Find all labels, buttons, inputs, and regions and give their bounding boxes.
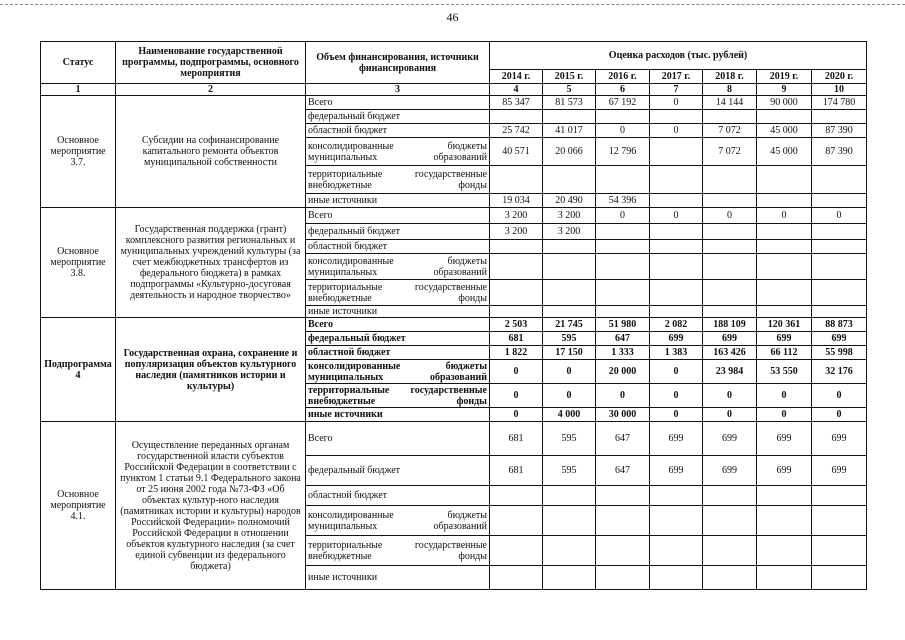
value-cell — [490, 536, 543, 566]
value-cell: 87 390 — [812, 138, 867, 166]
value-cell: 81 573 — [543, 96, 596, 110]
header-year: 2015 г. — [543, 70, 596, 84]
value-cell: 647 — [596, 332, 650, 346]
funding-source: территориальные государственные внебюджетные фонды — [306, 384, 490, 408]
value-cell — [596, 306, 650, 318]
value-cell: 21 745 — [543, 318, 596, 332]
funding-source: иные источники — [306, 566, 490, 590]
value-cell — [596, 110, 650, 124]
column-number: 2 — [116, 84, 306, 96]
value-cell — [650, 536, 703, 566]
funding-source: федеральный бюджет — [306, 224, 490, 240]
value-cell — [543, 280, 596, 306]
value-cell — [650, 166, 703, 194]
value-cell: 0 — [596, 208, 650, 224]
column-number: 7 — [650, 84, 703, 96]
value-cell: 699 — [812, 422, 867, 456]
value-cell — [757, 224, 812, 240]
table-row — [41, 318, 867, 332]
value-cell — [703, 254, 757, 280]
value-cell — [650, 506, 703, 536]
value-cell — [757, 486, 812, 506]
section-status: Основное мероприятие 3.8. — [41, 208, 116, 318]
value-cell — [703, 486, 757, 506]
value-cell: 45 000 — [757, 138, 812, 166]
column-number: 3 — [306, 84, 490, 96]
value-cell — [543, 506, 596, 536]
value-cell — [812, 536, 867, 566]
column-number: 9 — [757, 84, 812, 96]
value-cell — [490, 240, 543, 254]
value-cell: 7 072 — [703, 138, 757, 166]
value-cell — [650, 138, 703, 166]
column-number: 4 — [490, 84, 543, 96]
funding-source: Всего — [306, 208, 490, 224]
table-row — [41, 208, 867, 224]
value-cell: 699 — [650, 456, 703, 486]
section-status: Основное мероприятие 4.1. — [41, 422, 116, 590]
value-cell: 17 150 — [543, 346, 596, 360]
funding-source: консолидированные бюджеты муниципальных образований — [306, 360, 490, 384]
header-estimate: Оценка расходов (тыс. рублей) — [490, 42, 867, 70]
value-cell: 88 873 — [812, 318, 867, 332]
value-cell: 54 396 — [596, 194, 650, 208]
value-cell — [650, 254, 703, 280]
value-cell: 699 — [757, 332, 812, 346]
value-cell: 20 000 — [596, 360, 650, 384]
value-cell — [703, 224, 757, 240]
value-cell: 0 — [703, 208, 757, 224]
value-cell: 0 — [596, 384, 650, 408]
value-cell: 681 — [490, 422, 543, 456]
value-cell: 0 — [490, 408, 543, 422]
value-cell: 67 192 — [596, 96, 650, 110]
value-cell — [757, 280, 812, 306]
value-cell: 699 — [812, 456, 867, 486]
value-cell — [596, 506, 650, 536]
table-row — [41, 96, 867, 110]
value-cell — [757, 566, 812, 590]
funding-source: Всего — [306, 318, 490, 332]
value-cell — [812, 566, 867, 590]
value-cell: 163 426 — [703, 346, 757, 360]
column-number: 8 — [703, 84, 757, 96]
value-cell — [812, 486, 867, 506]
budget-table — [40, 41, 867, 590]
value-cell: 53 550 — [757, 360, 812, 384]
funding-source: территориальные государственные внебюджетные фонды — [306, 536, 490, 566]
value-cell: 90 000 — [757, 96, 812, 110]
funding-source: федеральный бюджет — [306, 110, 490, 124]
header-year: 2016 г. — [596, 70, 650, 84]
value-cell: 20 066 — [543, 138, 596, 166]
value-cell: 595 — [543, 332, 596, 346]
funding-source: Всего — [306, 96, 490, 110]
funding-source: иные источники — [306, 408, 490, 422]
value-cell — [650, 280, 703, 306]
value-cell: 2 082 — [650, 318, 703, 332]
column-number: 5 — [543, 84, 596, 96]
value-cell — [703, 240, 757, 254]
value-cell — [596, 254, 650, 280]
value-cell — [757, 536, 812, 566]
value-cell — [543, 306, 596, 318]
value-cell: 699 — [650, 422, 703, 456]
value-cell — [596, 566, 650, 590]
value-cell: 66 112 — [757, 346, 812, 360]
value-cell: 699 — [757, 456, 812, 486]
value-cell — [757, 254, 812, 280]
funding-source: областной бюджет — [306, 486, 490, 506]
section-name: Субсидии на софинансирование капитального ремонта объектов муниципальной собственности — [116, 96, 306, 208]
value-cell: 0 — [650, 360, 703, 384]
value-cell: 1 333 — [596, 346, 650, 360]
value-cell — [596, 536, 650, 566]
table-body — [41, 96, 867, 590]
header-year: 2019 г. — [757, 70, 812, 84]
value-cell — [490, 110, 543, 124]
value-cell: 2 503 — [490, 318, 543, 332]
value-cell — [650, 110, 703, 124]
value-cell — [703, 536, 757, 566]
value-cell: 699 — [703, 332, 757, 346]
header-year: 2014 г. — [490, 70, 543, 84]
value-cell — [543, 166, 596, 194]
value-cell: 3 200 — [490, 208, 543, 224]
value-cell — [757, 194, 812, 208]
value-cell: 0 — [650, 408, 703, 422]
header-name: Наименование государственной программы, подпрограммы, основного мероприятия — [116, 42, 306, 84]
value-cell: 3 200 — [543, 224, 596, 240]
value-cell — [703, 110, 757, 124]
value-cell: 699 — [703, 422, 757, 456]
value-cell: 55 998 — [812, 346, 867, 360]
value-cell: 7 072 — [703, 124, 757, 138]
page-number: 46 — [446, 10, 459, 24]
value-cell — [650, 240, 703, 254]
value-cell — [757, 306, 812, 318]
value-cell: 0 — [757, 408, 812, 422]
funding-source: областной бюджет — [306, 346, 490, 360]
value-cell: 174 780 — [812, 96, 867, 110]
value-cell: 699 — [757, 422, 812, 456]
value-cell: 19 034 — [490, 194, 543, 208]
value-cell: 0 — [757, 208, 812, 224]
value-cell — [490, 280, 543, 306]
value-cell: 699 — [703, 456, 757, 486]
value-cell — [543, 110, 596, 124]
column-number: 1 — [41, 84, 116, 96]
value-cell: 12 796 — [596, 138, 650, 166]
value-cell — [543, 566, 596, 590]
value-cell — [596, 280, 650, 306]
value-cell — [812, 194, 867, 208]
value-cell: 20 490 — [543, 194, 596, 208]
value-cell — [757, 166, 812, 194]
value-cell: 647 — [596, 422, 650, 456]
value-cell: 32 176 — [812, 360, 867, 384]
value-cell: 0 — [650, 124, 703, 138]
value-cell — [650, 224, 703, 240]
value-cell — [596, 166, 650, 194]
value-cell: 699 — [650, 332, 703, 346]
value-cell: 0 — [596, 124, 650, 138]
funding-source: иные источники — [306, 306, 490, 318]
value-cell — [490, 306, 543, 318]
value-cell: 45 000 — [757, 124, 812, 138]
section-name: Государственная поддержка (грант) комплексного развития региональных и муниципальных учреждений культуры (за счет межбюджетных трансфертов из федерального бюджета) в рамках подпрограммы «Культурно-досуговая деятельность и народное творчество» — [116, 208, 306, 318]
value-cell — [490, 566, 543, 590]
value-cell: 0 — [812, 384, 867, 408]
value-cell: 595 — [543, 456, 596, 486]
funding-source: федеральный бюджет — [306, 332, 490, 346]
value-cell — [703, 506, 757, 536]
value-cell: 595 — [543, 422, 596, 456]
value-cell: 0 — [703, 384, 757, 408]
value-cell: 0 — [650, 208, 703, 224]
header-year: 2017 г. — [650, 70, 703, 84]
value-cell — [812, 224, 867, 240]
value-cell — [650, 486, 703, 506]
value-cell: 25 742 — [490, 124, 543, 138]
value-cell — [703, 306, 757, 318]
value-cell — [703, 194, 757, 208]
value-cell — [703, 280, 757, 306]
value-cell — [757, 240, 812, 254]
value-cell: 0 — [650, 96, 703, 110]
value-cell: 0 — [490, 384, 543, 408]
section-status: Подпрограмма 4 — [41, 318, 116, 422]
value-cell: 0 — [703, 408, 757, 422]
value-cell: 1 383 — [650, 346, 703, 360]
value-cell: 0 — [757, 384, 812, 408]
value-cell: 3 200 — [543, 208, 596, 224]
value-cell — [703, 166, 757, 194]
value-cell: 188 109 — [703, 318, 757, 332]
value-cell: 681 — [490, 456, 543, 486]
value-cell — [543, 486, 596, 506]
section-name: Осуществление переданных органам государственной власти субъектов Российской Федерации в соответствии с пунктом 1 статьи 9.1 Федерального закона от 25 июня 2002 года №73-ФЗ «Об объектах культур-ного наследия (памятниках истории и культуры) народов Российской Федерации» полномочий Российской Федерации в отношении объектов культурного наследия (за счет единой субвенции из федерального бюджета) — [116, 422, 306, 590]
value-cell — [596, 240, 650, 254]
funding-source: консолидированные бюджеты муниципальных образований — [306, 138, 490, 166]
value-cell: 0 — [812, 208, 867, 224]
value-cell — [812, 506, 867, 536]
value-cell — [490, 486, 543, 506]
value-cell — [490, 166, 543, 194]
value-cell: 0 — [650, 384, 703, 408]
value-cell — [490, 506, 543, 536]
section-status: Основное мероприятие 3.7. — [41, 96, 116, 208]
value-cell — [543, 536, 596, 566]
value-cell: 23 984 — [703, 360, 757, 384]
value-cell — [812, 240, 867, 254]
value-cell — [650, 194, 703, 208]
header-status: Статус — [41, 42, 116, 84]
value-cell: 40 571 — [490, 138, 543, 166]
funding-source: территориальные государственные внебюджетные фонды — [306, 280, 490, 306]
funding-source: Всего — [306, 422, 490, 456]
value-cell — [596, 486, 650, 506]
value-cell: 699 — [812, 332, 867, 346]
value-cell: 14 144 — [703, 96, 757, 110]
value-cell: 87 390 — [812, 124, 867, 138]
column-number: 10 — [812, 84, 867, 96]
value-cell — [543, 254, 596, 280]
value-cell — [812, 166, 867, 194]
value-cell — [490, 254, 543, 280]
table-row — [41, 422, 867, 456]
value-cell: 0 — [812, 408, 867, 422]
funding-source: областной бюджет — [306, 124, 490, 138]
value-cell — [650, 566, 703, 590]
value-cell: 30 000 — [596, 408, 650, 422]
value-cell — [703, 566, 757, 590]
value-cell — [650, 306, 703, 318]
column-number: 6 — [596, 84, 650, 96]
header-year: 2020 г. — [812, 70, 867, 84]
value-cell — [812, 110, 867, 124]
value-cell: 120 361 — [757, 318, 812, 332]
value-cell — [812, 280, 867, 306]
header-year: 2018 г. — [703, 70, 757, 84]
value-cell: 51 980 — [596, 318, 650, 332]
value-cell: 3 200 — [490, 224, 543, 240]
value-cell: 0 — [490, 360, 543, 384]
value-cell — [812, 254, 867, 280]
funding-source: федеральный бюджет — [306, 456, 490, 486]
value-cell — [543, 240, 596, 254]
value-cell — [812, 306, 867, 318]
value-cell: 85 347 — [490, 96, 543, 110]
value-cell: 1 822 — [490, 346, 543, 360]
funding-source: территориальные государственные внебюджетные фонды — [306, 166, 490, 194]
value-cell: 4 000 — [543, 408, 596, 422]
funding-source: областной бюджет — [306, 240, 490, 254]
value-cell: 647 — [596, 456, 650, 486]
value-cell — [596, 224, 650, 240]
header-source: Объем финансирования, источники финансирования — [306, 42, 490, 84]
value-cell: 681 — [490, 332, 543, 346]
section-name: Государственная охрана, сохранение и популяризация объектов культурного наследия (памятников истории и культуры) — [116, 318, 306, 422]
funding-source: консолидированные бюджеты муниципальных образований — [306, 254, 490, 280]
value-cell — [757, 110, 812, 124]
funding-source: консолидированные бюджеты муниципальных образований — [306, 506, 490, 536]
funding-source: иные источники — [306, 194, 490, 208]
value-cell: 41 017 — [543, 124, 596, 138]
value-cell — [757, 506, 812, 536]
value-cell: 0 — [543, 384, 596, 408]
top-rule — [0, 4, 905, 5]
value-cell: 0 — [543, 360, 596, 384]
